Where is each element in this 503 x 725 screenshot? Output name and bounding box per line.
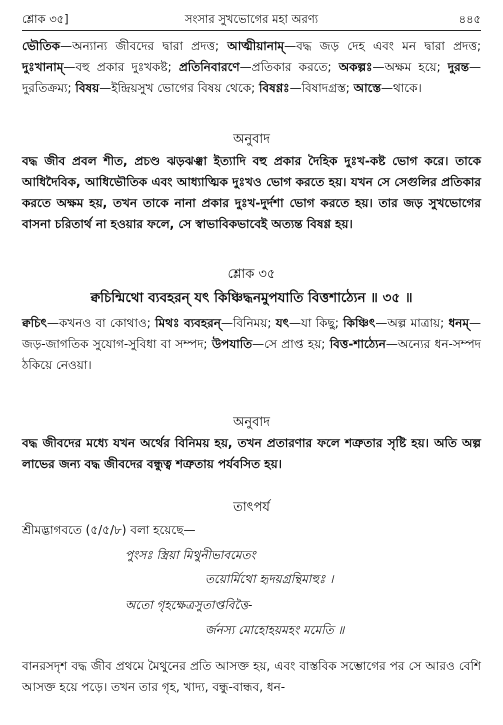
translation-paragraph-2: বদ্ধ জীবদের মধ্যে যখন অর্থের বিনিময় হয়, তখন প্রতারণার ফলে শত্রুতার সৃষ্টি হয়। অতি অল্প লাভের জন্য বদ্ধ জীবদের বন্ধুত্ব শত্রুতায় পর্যবসিত হয়।	[22, 436, 481, 471]
header-chapter-title: সংসার সুখভোগের মহা অরণ্য	[184, 12, 319, 26]
quote-line-3: অতো গৃহক্ষেত্রসুতাপ্তবিত্তৈ-	[125, 598, 253, 612]
translation-paragraph: বদ্ধ জীব প্রবল শীত, প্রচণ্ড ঝড়ঝঞ্ঝা ইত্যাদি বহু প্রকার দৈহিক দুঃখ-কষ্ট ভোগ করে। তাকে আধিদৈবিক, আধিভৌতিক এবং আধ্যাত্মিক দুঃখও ভোগ করতে হয়। যখন সে সেগুলির প্রতিকার করতে অক্ষম হয়, তখন তাকে নানা প্রকার দুঃখ-দুর্দশা ভোগ করতে হয়। তার জড় সুখভোগের বাসনা চরিতার্থ না হওয়ার ফলে, সে স্বাভাবিকভাবেই অত্যন্ত বিষণ্ণ হয়।	[22, 154, 481, 231]
page-number: ৪৪৫	[458, 12, 481, 26]
verse-text: ক্বচিন্মিথো ব্যবহরন্ যৎ কিঞ্চিদ্ধনমুপযাতি বিত্তশাঠ্যেন ॥ ৩৫ ॥	[90, 290, 413, 306]
synonyms-paragraph-top: ভৌতিক—অন্যান্য জীবদের দ্বারা প্রদত্ত; আত্মীয়ানাম্—বদ্ধ জড় দেহ এবং মন দ্বারা প্রদত্ত; দুঃখানাম্—বহু প্রকার দুঃখকষ্ট; প্রতিনিবারণে—প্রতিকার করতে; অকল্পঃ—অক্ষম হয়ে; দুরন্ত—দুরতিক্রম্য; বিষয়—ইন্দ্রিয়সুখ ভোগের বিষয় থেকে; বিষণ্ণঃ—বিষাদগ্রস্ত; আস্তে—থাকে।	[22, 39, 481, 95]
verse-heading: শ্লোক ৩৫	[227, 267, 276, 282]
purport-paragraph: বানরসদৃশ বদ্ধ জীব প্রথমে মৈথুনের প্রতি আসক্ত হয়, এবং বাস্তবিক সম্ভোগের পর সে আরও বেশি আসক্ত হয়ে পড়ে। তখন তার গৃহ, খাদ্য, বন্ধু-বান্ধব, ধন-	[22, 659, 481, 694]
purport-intro: শ্রীমদ্ভাগবতে (৫/৫/৮) বলা হয়েছে—	[22, 523, 196, 537]
header-verse-ref: শ্লোক ৩৫]	[22, 12, 69, 26]
translation-heading-2: অনুবাদ	[233, 415, 270, 430]
synonyms-paragraph-verse: ক্বচিৎ—কখনও বা কোথাও; মিথঃ ব্যবহরন্—বিনিময়; যৎ—যা কিছু; কিঞ্চিৎ—অল্প মাত্রায়; ধনম্—জড়-জাগতিক সুযোগ-সুবিধা বা সম্পদ; উপযাতি—সে প্রাপ্ত হয়; বিত্ত-শাঠ্যেন—অন্যের ধন-সম্পদ ঠকিয়ে নেওয়া।	[22, 316, 481, 372]
quote-line-4: র্জনস্য মোহোহয়মহং মমেতি ॥	[205, 623, 345, 637]
purport-heading: তাৎপর্য	[233, 500, 270, 515]
translation-heading: অনুবাদ	[233, 132, 270, 147]
quote-line-1: পুংসঃ স্ত্রিয়া মিথুনীভাবমেতং	[125, 548, 256, 562]
running-header	[22, 8, 481, 31]
quote-line-2: তয়োর্মিথো হৃদয়গ্রন্থিমাহুঃ ।	[205, 572, 334, 586]
